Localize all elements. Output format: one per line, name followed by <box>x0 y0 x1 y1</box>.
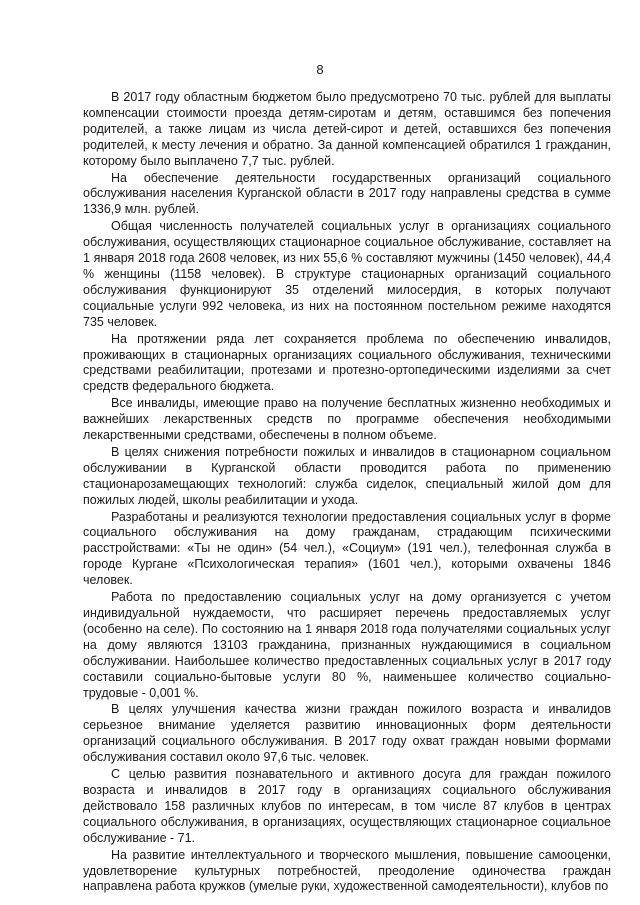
paragraph-innovative-forms: В целях улучшения качества жизни граждан пожилого возраста и инвалидов серьезное внимание уделяется развитию инновационных форм деятельности организаций социального обслуживания. В 2017 году охват граждан новыми формами обслуживания составил около 97,6 тыс. человек. <box>83 702 611 765</box>
paragraph-recipients-count: Общая численность получателей социальных услуг в организациях социального обслуживания, осуществляющих стационарное социальное обслуживание, составляет на 1 января 2018 года 2608 человек, из них 55,6 % составляют мужчины (1450 человек), 44,4 % женщины (1158 человек). В структуре стационарных организаций социального обслуживания функционируют 35 отделений милосердия, в которых получают социальные услуги 992 человека, из них на постоянном постельном режиме находятся 735 человек. <box>83 219 611 329</box>
paragraph-orphan-travel-compensation: В 2017 году областным бюджетом было предусмотрено 70 тыс. рублей для выплаты компенсации стоимости проезда детям-сиротам и детям, оставшимся без попечения родителей, а также лицам из числа детей-сирот и детей, оставшихся без попечения родителей, к месту лечения и обратно. За данной компенсацией обратился 1 гражданин, которому было выплачено 7,7 тыс. рублей. <box>83 90 611 168</box>
paragraph-medicine-provision: Все инвалиды, имеющие право на получение бесплатных жизненно необходимых и важнейших лекарственных средств по программе обеспечения необходимыми лекарственными средствами, обеспечены в полном объеме. <box>83 396 611 443</box>
page-number: 8 <box>316 62 324 77</box>
paragraph-home-social-services: Работа по предоставлению социальных услуг на дому организуется с учетом индивидуальной нуждаемости, что расширяет перечень предоставляемых услуг (особенно на селе). По состоянию на 1 января 2018 года получателями социальных услуг на дому являются 13103 гражданина, признанных нуждающимися в социальном обслуживании. Наибольшее количество предоставленных социальных услуг в 2017 году составили социально-бытовые услуги 80 %, наименьшее количество социально-трудовые - 0,001 %. <box>83 590 611 700</box>
document-body <box>83 90 611 896</box>
paragraph-rehabilitation-means-problem: На протяжении ряда лет сохраняется проблема по обеспечению инвалидов, проживающих в стационарных организациях социального обслуживания, техническими средствами реабилитации, протезами и протезно-ортопедическими изделиями за счет средств федерального бюджета. <box>83 331 611 394</box>
paragraph-replacement-technologies: В целях снижения потребности пожилых и инвалидов в стационарном социальном обслуживании в Курганской области проводится работа по применению стационарозамещающих технологий: служба сиделок, специальный жилой дом для пожилых людей, школы реабилитации и ухода. <box>83 444 611 507</box>
paragraph-clubs-by-interest: С целью развития познавательного и активного досуга для граждан пожилого возраста и инвалидов в 2017 году в организациях социального обслуживания действовало 158 различных клубов по интересам, в том числе 87 клубов в центрах социального обслуживания, в организациях, осуществляющих стационарное социальное обслуживание - 71. <box>83 767 611 845</box>
paragraph-home-service-technologies: Разработаны и реализуются технологии предоставления социальных услуг в форме социального обслуживания на дому гражданам, страдающим психическими расстройствами: «Ты не один» (54 чел.), «Социум» (191 чел.), телефонная служба в городе Кургане «Психологическая терапия» (1601 чел.), которыми охвачены 1846 человек. <box>83 509 611 588</box>
paragraph-creative-development: На развитие интеллектуального и творческого мышления, повышение самооценки, удовлетворение культурных потребностей, преодоление одиночества граждан направлена работа кружков (умелые руки, художественной самодеятельности), клубов по <box>83 847 611 894</box>
paragraph-state-organizations-funding: На обеспечение деятельности государственных организаций социального обслуживания населения Курганской области в 2017 году направлены средства в сумме 1336,9 млн. рублей. <box>83 170 611 217</box>
